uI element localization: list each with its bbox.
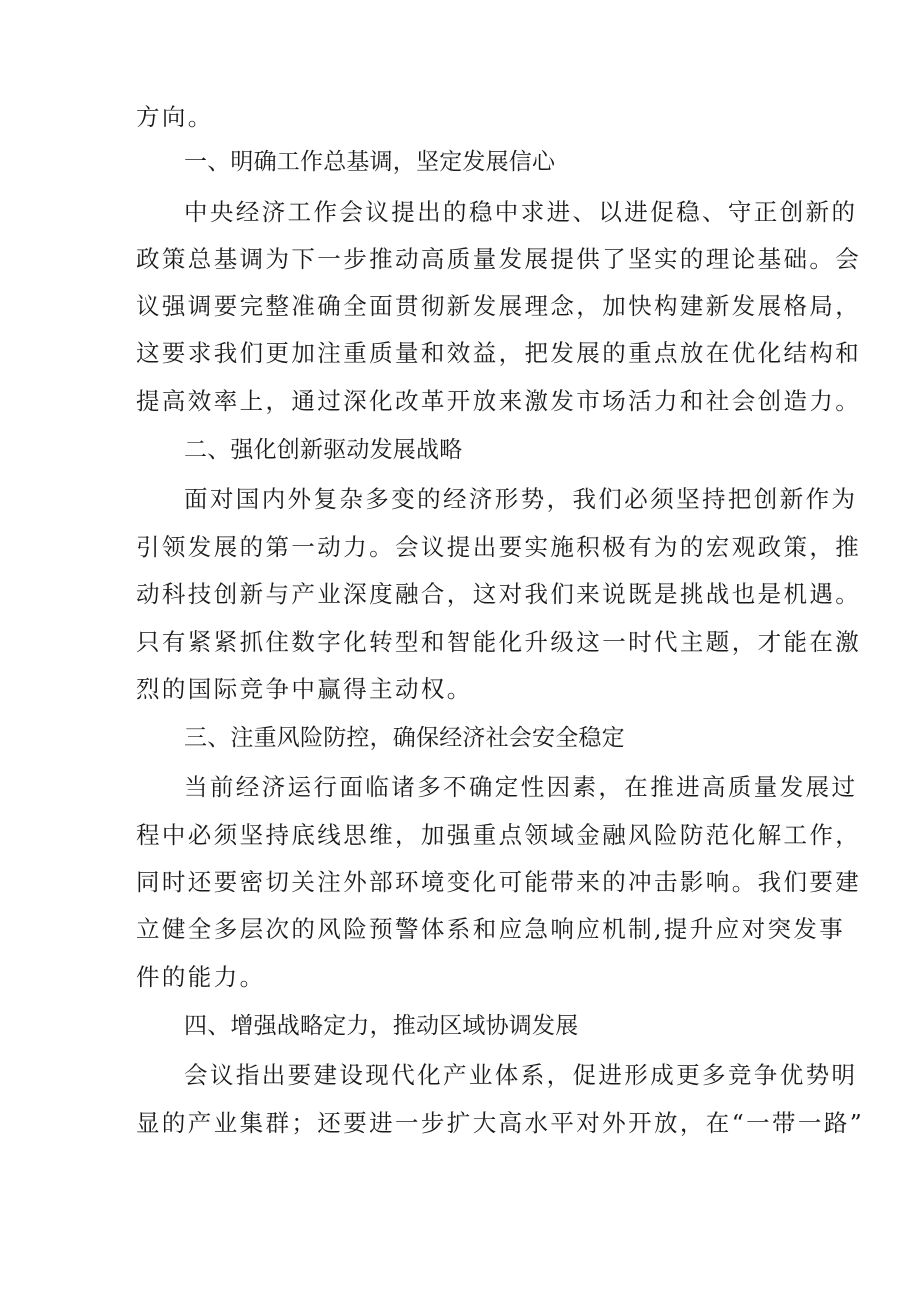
paragraph-line: 政策总基调为下一步推动高质量发展提供了坚实的理论基础。会 [136, 245, 862, 273]
paragraph-line: 同时还要密切关注外部环境变化可能带来的冲击影响。我们要建 [136, 868, 862, 896]
paragraph-line: 议强调要完整准确全面贯彻新发展理念，加快构建新发展格局， [136, 292, 862, 320]
paragraph-line: 面对国内外复杂多变的经济形势，我们必须坚持把创新作为 [184, 485, 858, 513]
paragraph-line: 中央经济工作会议提出的稳中求进、以进促稳、守正创新的 [184, 198, 858, 226]
paragraph-line: 只有紧紧抓住数字化转型和智能化升级这一时代主题，才能在激 [136, 628, 862, 656]
paragraph-line: 引领发展的第一动力。会议提出要实施积极有为的宏观政策，推 [136, 533, 862, 561]
paragraph-line: 会议指出要建设现代化产业体系，促进形成更多竞争优势明 [184, 1061, 858, 1089]
section-heading-1: 一、明确工作总基调，坚定发展信心 [184, 149, 556, 175]
section-heading-3: 三、注重风险防控，确保经济社会安全稳定 [184, 725, 625, 751]
paragraph-line: 烈的国际竞争中赢得主动权。 [136, 675, 473, 703]
paragraph-line: 显的产业集群；还要进一步扩大高水平对外开放，在“一带一路” [136, 1109, 865, 1137]
paragraph-line: 方向。 [136, 103, 214, 131]
paragraph-line: 这要求我们更加注重质量和效益，把发展的重点放在优化结构和 [136, 339, 862, 367]
paragraph-line: 立健全多层次的风险预警体系和应急响应机制,提升应对突发事 [136, 915, 846, 943]
paragraph-line: 件的能力。 [136, 963, 266, 991]
section-heading-2: 二、强化创新驱动发展战略 [184, 437, 463, 463]
paragraph-line: 提高效率上，通过深化改革开放来激发市场活力和社会创造力。 [136, 387, 862, 415]
paragraph-line: 程中必须坚持底线思维，加强重点领域金融风险防范化解工作， [136, 821, 862, 849]
paragraph-line: 动科技创新与产业深度融合，这对我们来说既是挑战也是机遇。 [136, 580, 862, 608]
section-heading-4: 四、增强战略定力，推动区域协调发展 [184, 1013, 579, 1039]
paragraph-line: 当前经济运行面临诸多不确定性因素，在推进高质量发展过 [184, 773, 858, 801]
